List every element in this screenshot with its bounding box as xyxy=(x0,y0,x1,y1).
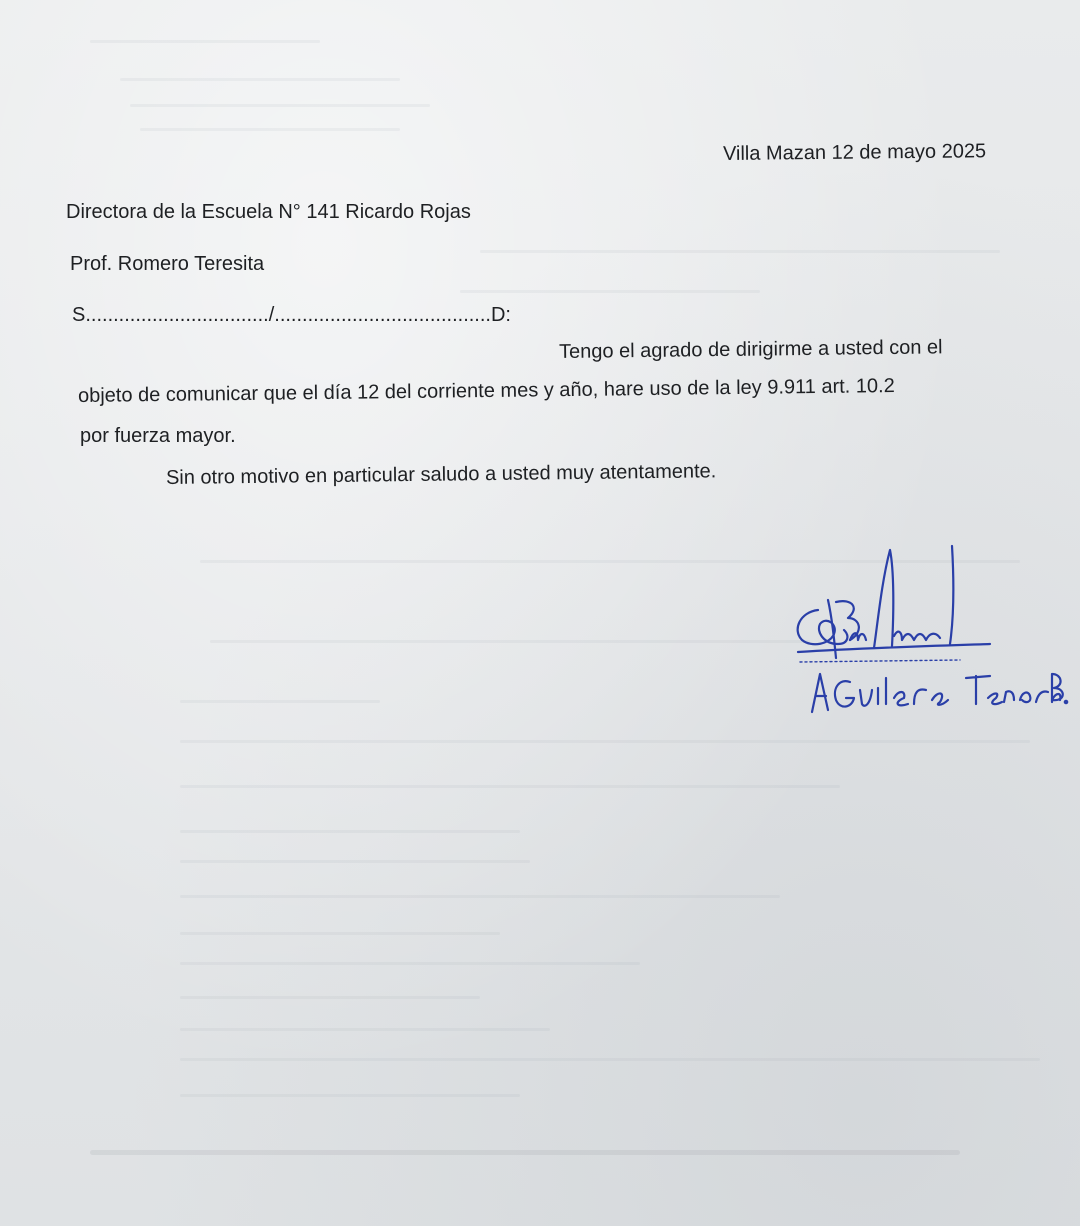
body-paragraph-line-3: por fuerza mayor. xyxy=(80,425,236,447)
handwritten-signature xyxy=(790,540,1070,720)
body-paragraph-line-2: objeto de comunicar que el día 12 del corriente mes y año, hare uso de la ley 9.911 art. 10.2 xyxy=(77,375,895,407)
body-paragraph-line-1: Tengo el agrado de dirigirme a usted con el xyxy=(558,336,943,363)
signature-drawing xyxy=(790,540,1070,720)
recipient-title: Directora de la Escuela N° 141 Ricardo Rojas xyxy=(66,201,471,223)
letter-date: Villa Mazan 12 de mayo 2025 xyxy=(722,140,987,165)
recipient-name: Prof. Romero Teresita xyxy=(70,253,265,275)
closing-line: Sin otro motivo en particular saludo a usted muy atentamente. xyxy=(165,460,717,489)
salutation-line: S................................./.......................................D: xyxy=(72,304,511,326)
